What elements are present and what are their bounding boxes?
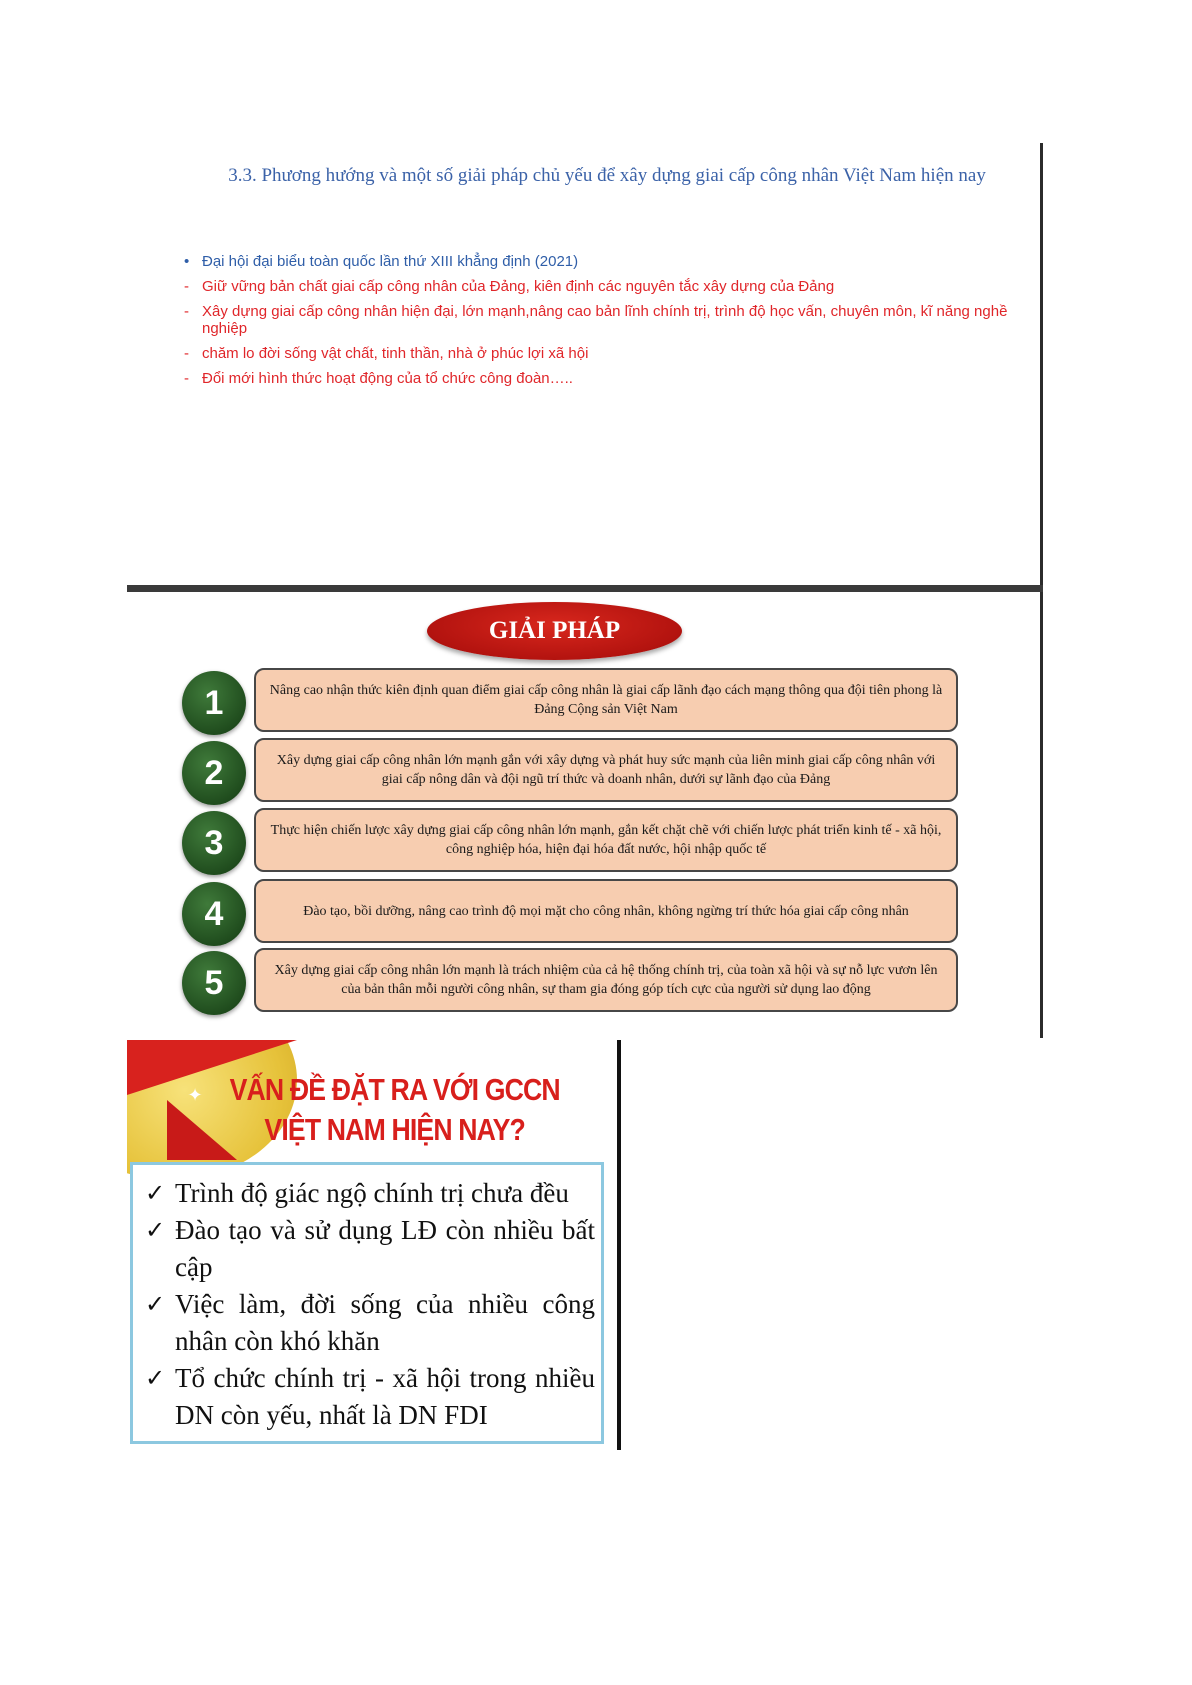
slide-issues [127, 1040, 617, 1450]
solution-number-badge: 3 [182, 811, 246, 875]
solution-text-box: Đào tạo, bồi dưỡng, nâng cao trình độ mọi mặt cho công nhân, không ngừng trí thức hóa giai cấp công nhân [254, 879, 958, 943]
list-item: - Đổi mới hình thức hoạt động của tổ chức công đoàn….. [184, 370, 573, 387]
check-icon: ✓ [145, 1216, 166, 1244]
solution-text-box: Thực hiện chiến lược xây dựng giai cấp công nhân lớn mạnh, gắn kết chặt chẽ với chiến lược phát triển kinh tế - xã hội, công nghiệp hóa, hiện đại hóa đất nước, hội nhập quốc tế [254, 808, 958, 872]
solution-number-badge: 4 [182, 882, 246, 946]
solution-row [182, 879, 972, 945]
list-item: ✓ Việc làm, đời sống của nhiều công nhân còn khó khăn [143, 1286, 595, 1360]
solution-number-badge: 1 [182, 671, 246, 735]
slide-divider [127, 585, 1043, 592]
solution-text-box: Xây dựng giai cấp công nhân lớn mạnh gắn với xây dựng và phát huy sức mạnh của liên minh giai cấp công nhân với giai cấp nông dân và đội ngũ trí thức và doanh nhân, dưới sự lãnh đạo của Đảng [254, 738, 958, 802]
issues-title: VẤN ĐỀ ĐẶT RA VỚI GCCN VIỆT NAM HIỆN NAY? [229, 1072, 560, 1147]
slide-right-border [617, 1040, 621, 1450]
issues-header [127, 1040, 617, 1160]
issues-box [130, 1162, 604, 1444]
solution-row [182, 738, 972, 804]
check-icon: ✓ [145, 1179, 166, 1207]
list-item: - chăm lo đời sống vật chất, tinh thần, nhà ở phúc lợi xã hội [184, 345, 589, 362]
issues-list [133, 1165, 601, 1434]
solutions-title-badge: GIẢI PHÁP [427, 602, 682, 660]
check-icon: ✓ [145, 1290, 166, 1318]
slide-directions [127, 145, 1041, 585]
solution-text-box: Xây dựng giai cấp công nhân lớn mạnh là trách nhiệm của cả hệ thống chính trị, của toàn xã hội và sự nỗ lực vươn lên của bản thân mỗi người công nhân, sự tham gia đóng góp tích cực của người sử dụng lao động [254, 948, 958, 1012]
list-item: ✓ Tổ chức chính trị - xã hội trong nhiều DN còn yếu, nhất là DN FDI [143, 1360, 595, 1434]
slide-solutions [127, 592, 1040, 1040]
check-icon: ✓ [145, 1364, 166, 1392]
list-item: - Xây dựng giai cấp công nhân hiện đại, lớn mạnh,nâng cao bản lĩnh chính trị, trình độ học vấn, chuyên môn, kĩ năng nghề nghiệp [184, 303, 1008, 337]
list-item: ✓ Đào tạo và sử dụng LĐ còn nhiều bất cập [143, 1212, 595, 1286]
solution-row [182, 948, 972, 1014]
slide1-list [182, 253, 1042, 395]
list-item: • Đại hội đại biểu toàn quốc lần thứ XIII khẳng định (2021) [184, 253, 579, 270]
decorative-emblem-icon: ✦ [187, 1085, 203, 1105]
slide1-title: 3.3. Phương hướng và một số giải pháp chủ yếu để xây dựng giai cấp công nhân Việt Nam hiện nay [228, 165, 986, 186]
solution-number-badge: 2 [182, 741, 246, 805]
solution-row [182, 808, 972, 874]
list-item: ✓ Trình độ giác ngộ chính trị chưa đều [143, 1175, 595, 1212]
solution-text-box: Nâng cao nhận thức kiên định quan điểm giai cấp công nhân là giai cấp lãnh đạo cách mạng thông qua đội tiên phong là Đảng Cộng sản Việt Nam [254, 668, 958, 732]
solution-row [182, 668, 972, 734]
solution-number-badge: 5 [182, 951, 246, 1015]
list-item: - Giữ vững bản chất giai cấp công nhân của Đảng, kiên định các nguyên tắc xây dựng của Đảng [184, 278, 835, 295]
